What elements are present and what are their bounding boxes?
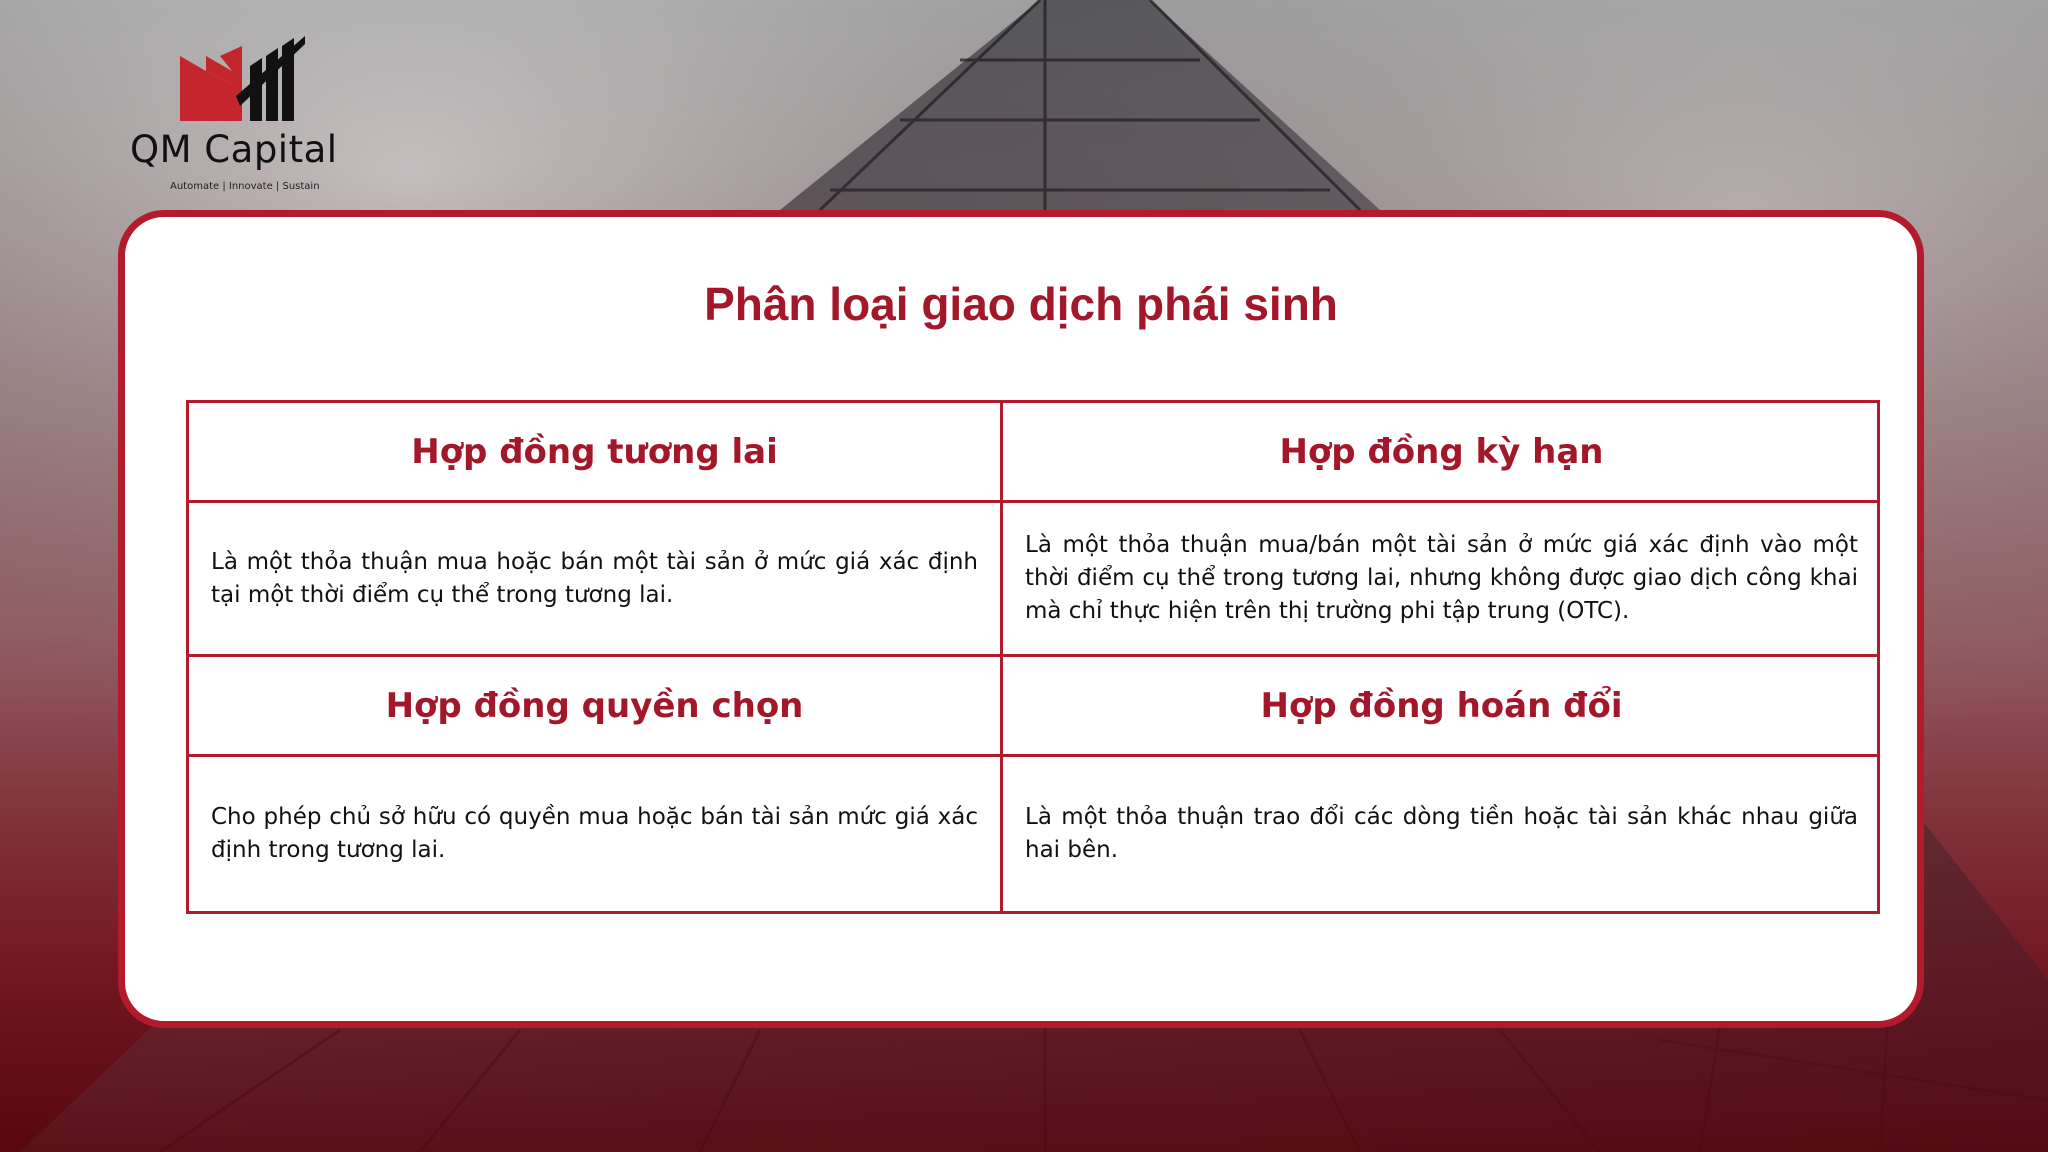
options-contract-heading: Hợp đồng quyền chọn xyxy=(189,657,1003,757)
content-card xyxy=(118,210,1924,1028)
page-title: Phân loại giao dịch phái sinh xyxy=(704,278,1338,330)
company-logo xyxy=(130,36,350,196)
futures-contract-heading: Hợp đồng tương lai xyxy=(189,403,1003,503)
company-tagline: Automate | Innovate | Sustain xyxy=(170,181,320,192)
company-name: QM Capital xyxy=(130,128,338,171)
derivatives-table xyxy=(186,400,1880,914)
futures-contract-description: Là một thỏa thuận mua hoặc bán một tài sản ở mức giá xác định tại một thời điểm cụ thể trong tương lai. xyxy=(189,503,1003,657)
swap-contract-heading: Hợp đồng hoán đổi xyxy=(1003,657,1880,757)
swap-contract-description: Là một thỏa thuận trao đổi các dòng tiền hoặc tài sản khác nhau giữa hai bên. xyxy=(1025,804,1858,863)
forward-contract-description: Là một thỏa thuận mua/bán một tài sản ở mức giá xác định vào một thời điểm cụ thể trong tương lai, nhưng không được giao dịch công khai mà chỉ thực hiện trên thị trường phi tập trung (OTC). xyxy=(1003,503,1880,657)
qm-capital-logo-icon xyxy=(180,36,305,121)
forward-contract-heading: Hợp đồng kỳ hạn xyxy=(1003,403,1880,503)
options-contract-description: Cho phép chủ sở hữu có quyền mua hoặc bán tài sản mức giá xác định trong tương lai. xyxy=(189,757,1003,911)
